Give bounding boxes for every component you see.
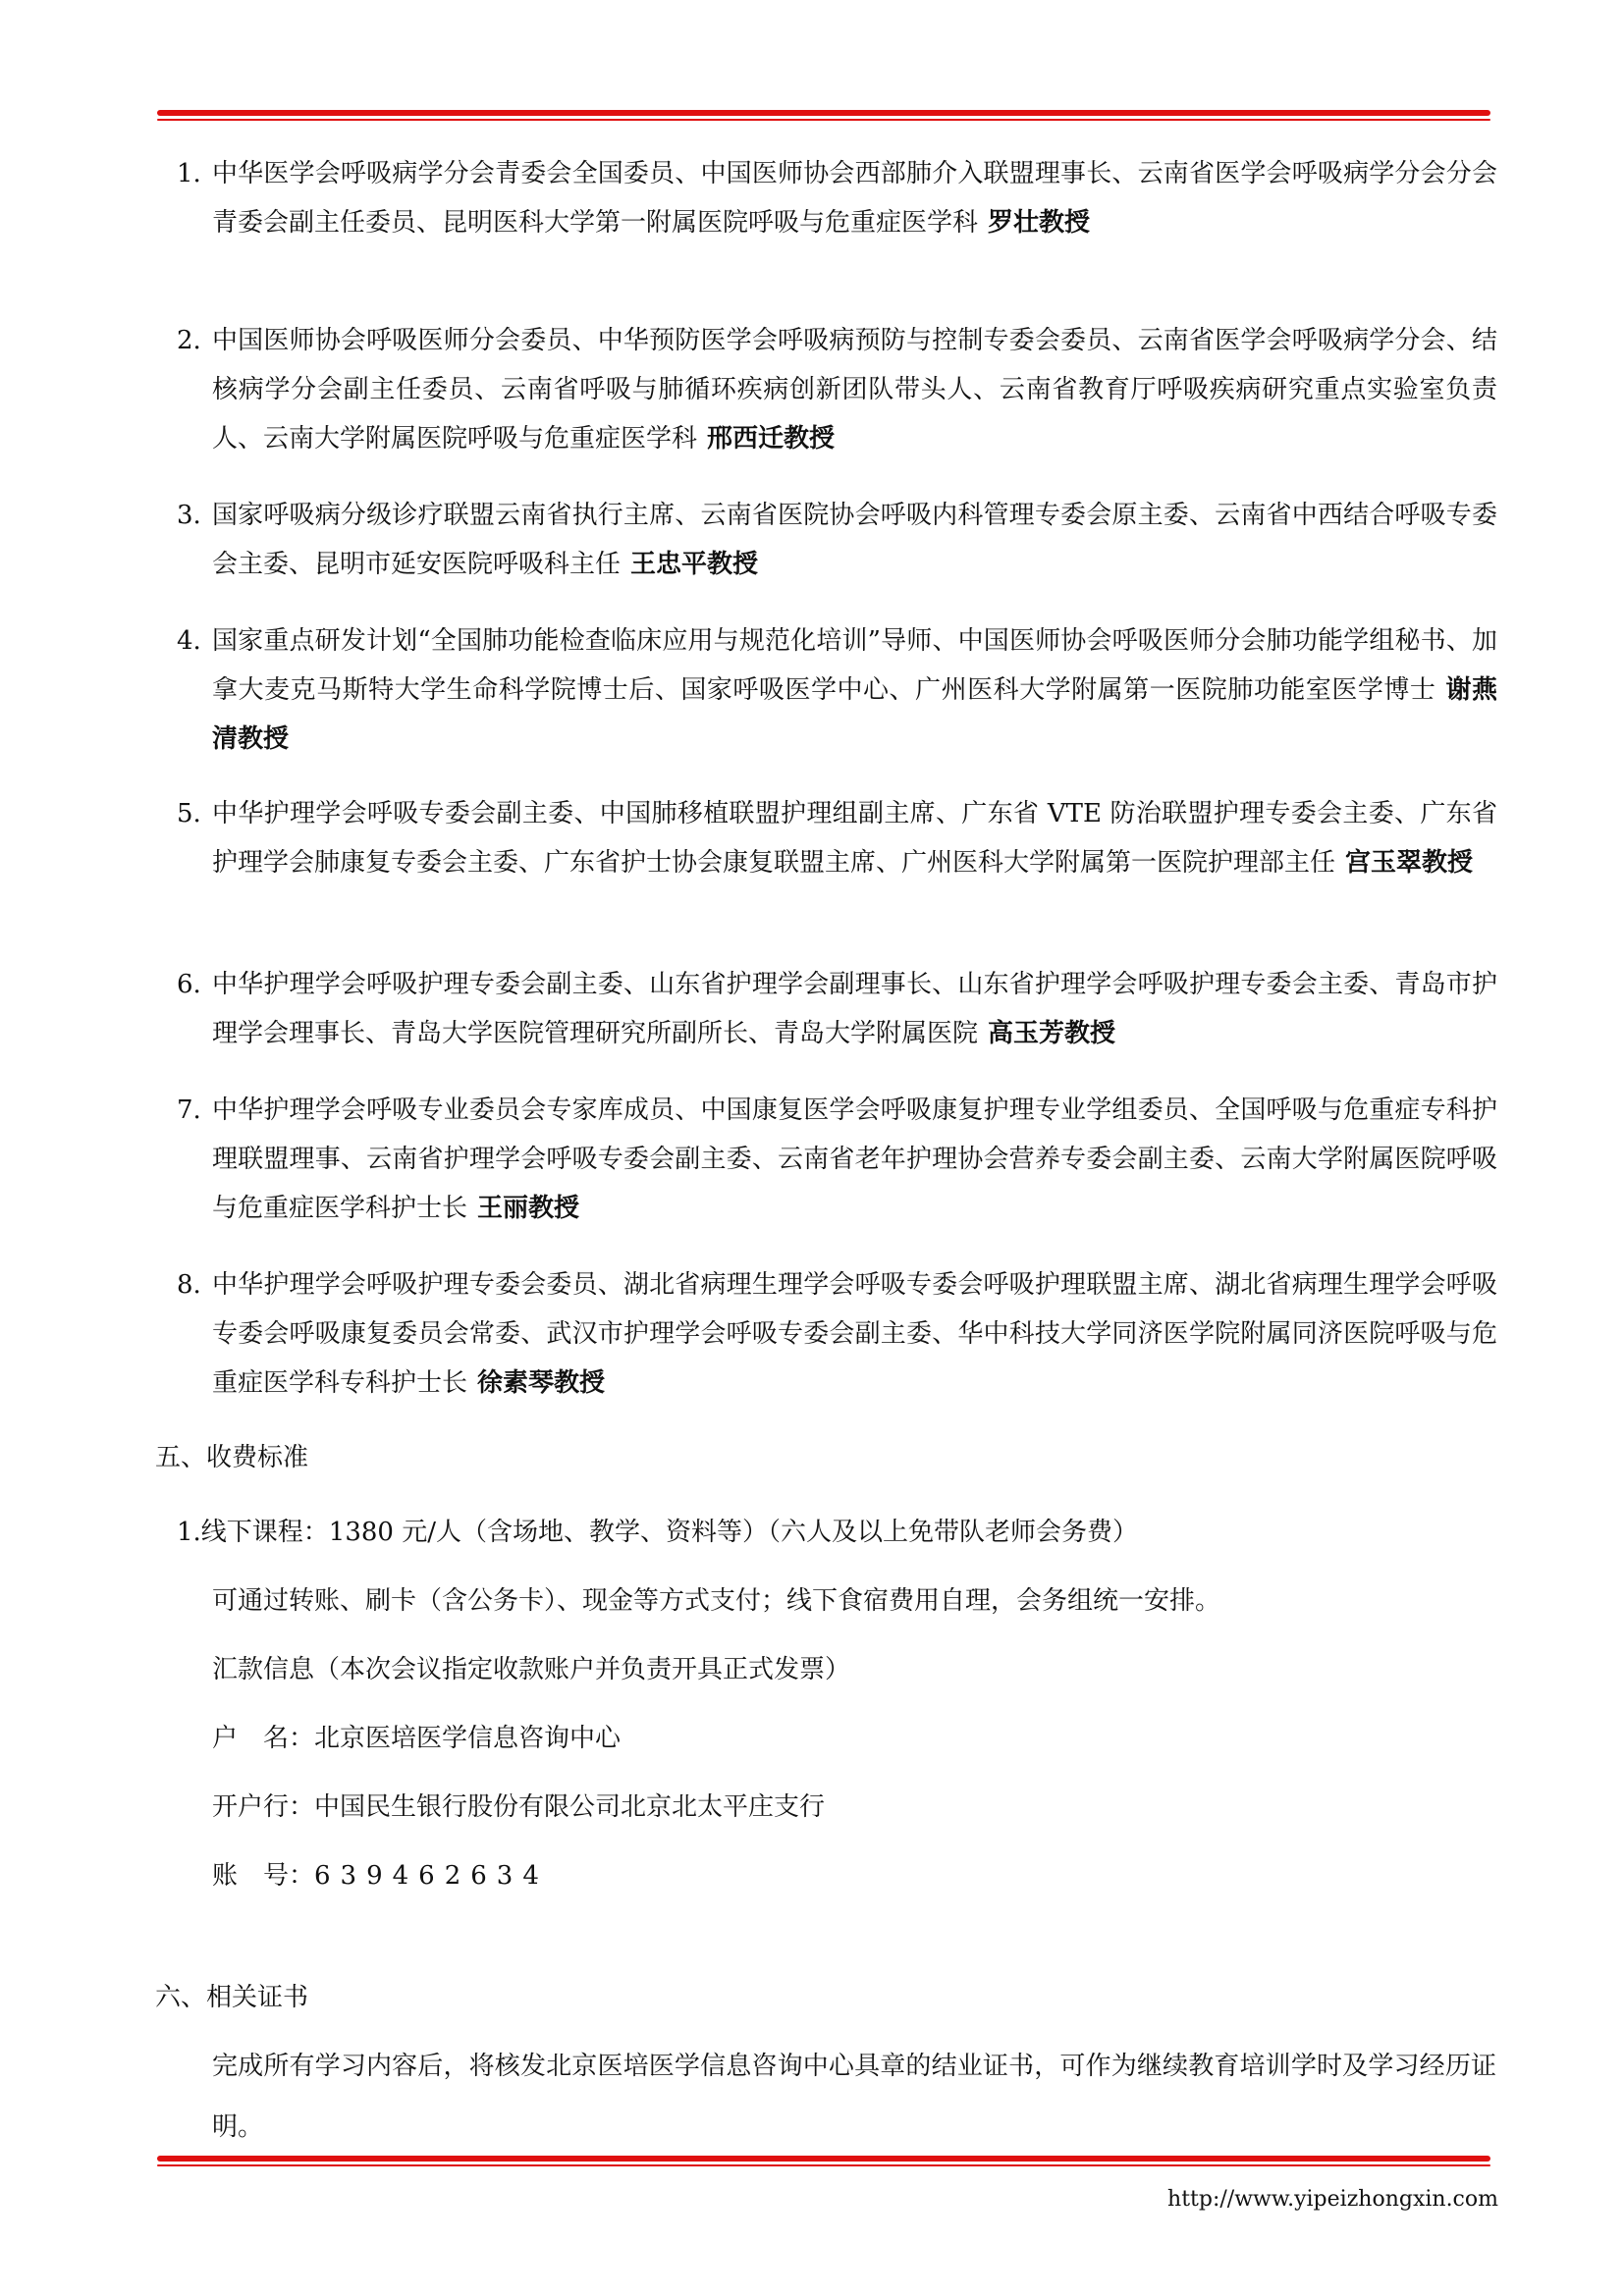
expert-item-8 bbox=[177, 1260, 1497, 1408]
header-rule bbox=[157, 110, 1490, 121]
expert-description: 中华护理学会呼吸专业委员会专家库成员、中国康复医学会呼吸康复护理专业学组委员、全国呼吸与危重症专科护理联盟理事、云南省护理学会呼吸专委会副主委、云南省老年护理协会营养专委会副主委、云南大学附属医院呼吸与危重症医学科护士长 bbox=[212, 1095, 1497, 1223]
expert-item-2 bbox=[177, 316, 1497, 463]
expert-name: 王忠平教授 bbox=[630, 550, 759, 579]
expert-description: 中华护理学会呼吸专委会副主委、中国肺移植联盟护理组副主席、广东省 VTE 防治联盟护理专委会主委、广东省护理学会肺康复专委会主委、广东省护士协会康复联盟主席、广州医科大学附属第一医院护理部主任 bbox=[212, 799, 1497, 878]
expert-item-5 bbox=[177, 789, 1497, 887]
item-number: 1. bbox=[177, 159, 201, 188]
expert-name: 宫玉翠教授 bbox=[1345, 848, 1474, 878]
expert-item-7 bbox=[177, 1086, 1497, 1233]
expert-name: 罗壮教授 bbox=[988, 208, 1091, 238]
item-number: 6. bbox=[177, 970, 201, 999]
item-number: 7. bbox=[177, 1095, 201, 1125]
expert-name: 邢西迁教授 bbox=[707, 424, 836, 454]
account-name: 户 名：北京医培医学信息咨询中心 bbox=[212, 1724, 622, 1753]
account-number-label: 账 号： bbox=[212, 1861, 315, 1891]
expert-item-1 bbox=[177, 149, 1497, 247]
account-number: 639462634 bbox=[314, 1861, 549, 1891]
expert-item-3 bbox=[177, 491, 1497, 589]
item-number: 3. bbox=[177, 501, 201, 530]
expert-name: 高玉芳教授 bbox=[988, 1019, 1116, 1048]
expert-name: 王丽教授 bbox=[477, 1194, 580, 1223]
account-number-row bbox=[212, 1851, 549, 1900]
remittance-info: 汇款信息（本次会议指定收款账户并负责开具正式发票） bbox=[212, 1655, 851, 1684]
expert-description: 中华医学会呼吸病学分会青委会全国委员、中国医师协会西部肺介入联盟理事长、云南省医学会呼吸病学分会分会青委会副主任委员、昆明医科大学第一附属医院呼吸与危重症医学科 bbox=[212, 159, 1497, 238]
expert-description: 中华护理学会呼吸护理专委会副主委、山东省护理学会副理事长、山东省护理学会呼吸护理专委会主委、青岛市护理学会理事长、青岛大学医院管理研究所副所长、青岛大学附属医院 bbox=[212, 970, 1497, 1048]
expert-item-4 bbox=[177, 616, 1497, 764]
expert-description: 中华护理学会呼吸护理专委会委员、湖北省病理生理学会呼吸专委会呼吸护理联盟主席、湖北省病理生理学会呼吸专委会呼吸康复委员会常委、武汉市护理学会呼吸专委会副主委、华中科技大学同济医学院附属同济医院呼吸与危重症医学科专科护士长 bbox=[212, 1270, 1497, 1398]
expert-description: 中国医师协会呼吸医师分会委员、中华预防医学会呼吸病预防与控制专委会委员、云南省医学会呼吸病学分会、结核病学分会副主任委员、云南省呼吸与肺循环疾病创新团队带头人、云南省教育厅呼吸疾病研究重点实验室负责人、云南大学附属医院呼吸与危重症医学科 bbox=[212, 326, 1497, 454]
footer-rule bbox=[157, 2156, 1490, 2166]
fees-heading: 五、收费标准 bbox=[155, 1443, 309, 1472]
fee-offline-course: 1.线下课程：1380 元/人（含场地、教学、资料等）（六人及以上免带队老师会务费） bbox=[177, 1518, 1139, 1547]
certificate-heading: 六、相关证书 bbox=[155, 1983, 309, 2012]
item-number: 4. bbox=[177, 626, 201, 656]
item-number: 2. bbox=[177, 326, 201, 355]
item-number: 5. bbox=[177, 799, 201, 828]
expert-description: 国家重点研发计划“全国肺功能检查临床应用与规范化培训”导师、中国医师协会呼吸医师分会肺功能学组秘书、加拿大麦克马斯特大学生命科学院博士后、国家呼吸医学中心、广州医科大学附属第一医院肺功能室医学博士 bbox=[212, 626, 1497, 705]
bank-name: 开户行：中国民生银行股份有限公司北京北太平庄支行 bbox=[212, 1792, 826, 1822]
payment-methods: 可通过转账、刷卡（含公务卡）、现金等方式支付；线下食宿费用自理，会务组统一安排。 bbox=[212, 1586, 1221, 1616]
expert-description: 国家呼吸病分级诊疗联盟云南省执行主席、云南省医院协会呼吸内科管理专委会原主委、云南省中西结合呼吸专委会主委、昆明市延安医院呼吸科主任 bbox=[212, 501, 1497, 579]
item-number: 8. bbox=[177, 1270, 201, 1300]
expert-item-6 bbox=[177, 960, 1497, 1058]
certificate-text: 完成所有学习内容后，将核发北京医培医学信息咨询中心具章的结业证书，可作为继续教育培训学时及学习经历证明。 bbox=[212, 2052, 1496, 2142]
footer-url: http://www.yipeizhongxin.com bbox=[1167, 2187, 1498, 2212]
expert-name: 徐素琴教授 bbox=[477, 1368, 606, 1398]
expert-name: 谢燕清教授 bbox=[212, 675, 1497, 754]
